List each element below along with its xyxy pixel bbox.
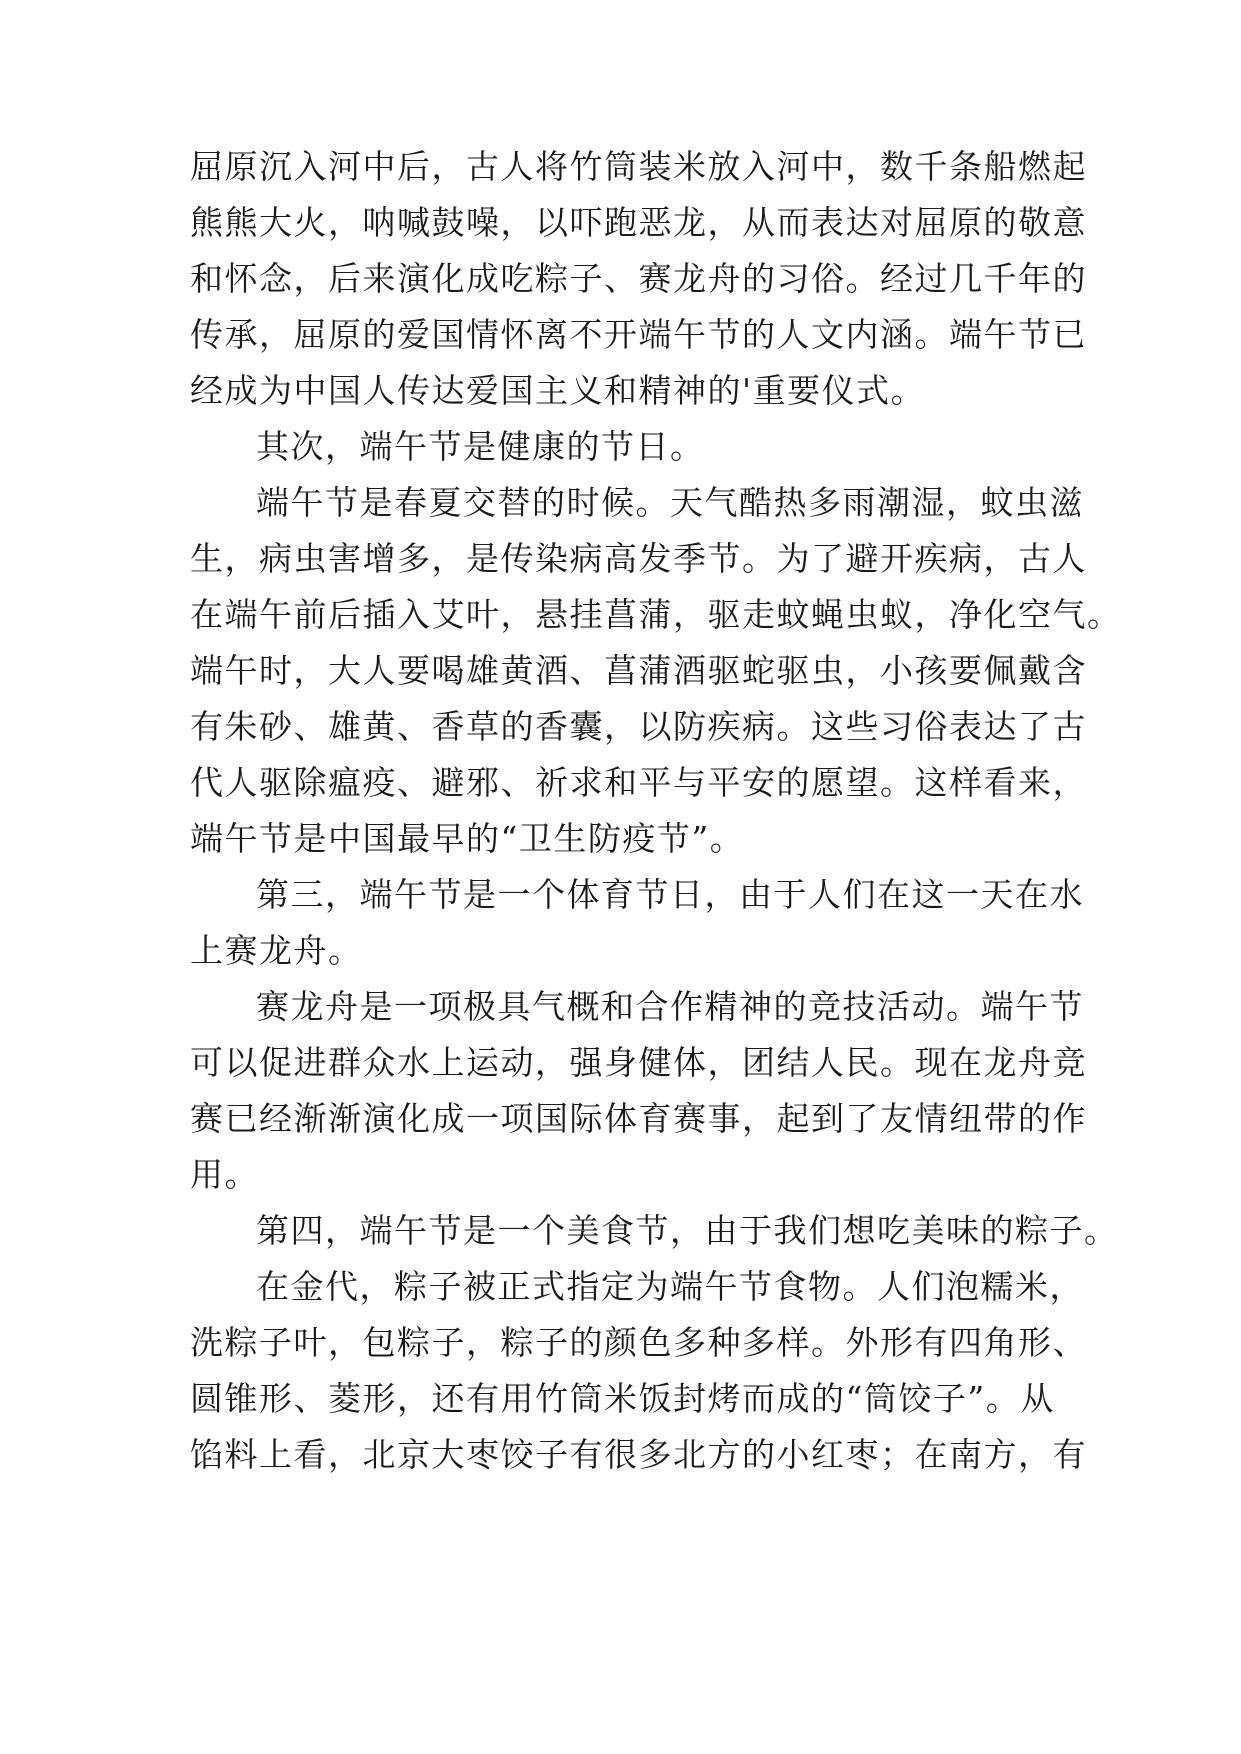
text-line: 在端午前后插入艾叶，悬挂菖蒲，驱走蚊蝇虫蚁，净化空气。 [190, 595, 1122, 634]
section-heading: 第四，端午节是一个美食节，由于我们想吃美味的粽子。 [256, 1211, 1119, 1250]
text-line: 用。 [190, 1155, 259, 1194]
text-line: 可以促进群众水上运动，强身健体，团结人民。现在龙舟竞 [190, 1043, 1087, 1082]
text-line: 和怀念，后来演化成吃粽子、赛龙舟的习俗。经过几千年的 [190, 259, 1087, 298]
text-line: 馅料上看，北京大枣饺子有很多北方的小红枣；在南方，有 [190, 1435, 1087, 1474]
text-line: 端午时，大人要喝雄黄酒、菖蒲酒驱蛇驱虫，小孩要佩戴含 [190, 651, 1087, 690]
text-line: 生，病虫害增多，是传染病高发季节。为了避开疾病，古人 [190, 539, 1087, 578]
section-heading: 第三，端午节是一个体育节日，由于人们在这一天在水 [256, 875, 1084, 914]
text-line: 有朱砂、雄黄、香草的香囊，以防疾病。这些习俗表达了古 [190, 707, 1087, 746]
text-line: 洗粽子叶，包粽子，粽子的颜色多种多样。外形有四角形、 [190, 1323, 1087, 1362]
section-heading: 其次，端午节是健康的节日。 [256, 427, 705, 466]
text-line: 赛已经渐渐演化成一项国际体育赛事，起到了友情纽带的作 [190, 1099, 1087, 1138]
text-line: 端午节是中国最早的“卫生防疫节”。 [190, 819, 745, 858]
text-line: 赛龙舟是一项极具气概和合作精神的竞技活动。端午节 [256, 987, 1084, 1026]
text-line: 传承，屈原的爱国情怀离不开端午节的人文内涵。端午节已 [190, 315, 1087, 354]
text-line: 屈原沉入河中后，古人将竹筒装米放入河中，数千条船燃起 [190, 147, 1087, 186]
text-line: 圆锥形、菱形，还有用竹筒米饭封烤而成的“筒饺子”。从 [190, 1379, 1055, 1418]
text-line: 在金代，粽子被正式指定为端午节食物。人们泡糯米， [256, 1267, 1084, 1306]
text-line: 经成为中国人传达爱国主义和精神的'重要仪式。 [190, 371, 926, 410]
text-line: 端午节是春夏交替的时候。天气酷热多雨潮湿，蚊虫滋 [256, 483, 1084, 522]
text-line: 代人驱除瘟疫、避邪、祈求和平与平安的愿望。这样看来， [190, 763, 1087, 802]
text-line: 上赛龙舟。 [190, 931, 363, 970]
text-line: 熊熊大火，呐喊鼓噪，以吓跑恶龙，从而表达对屈原的敬意 [190, 203, 1087, 242]
